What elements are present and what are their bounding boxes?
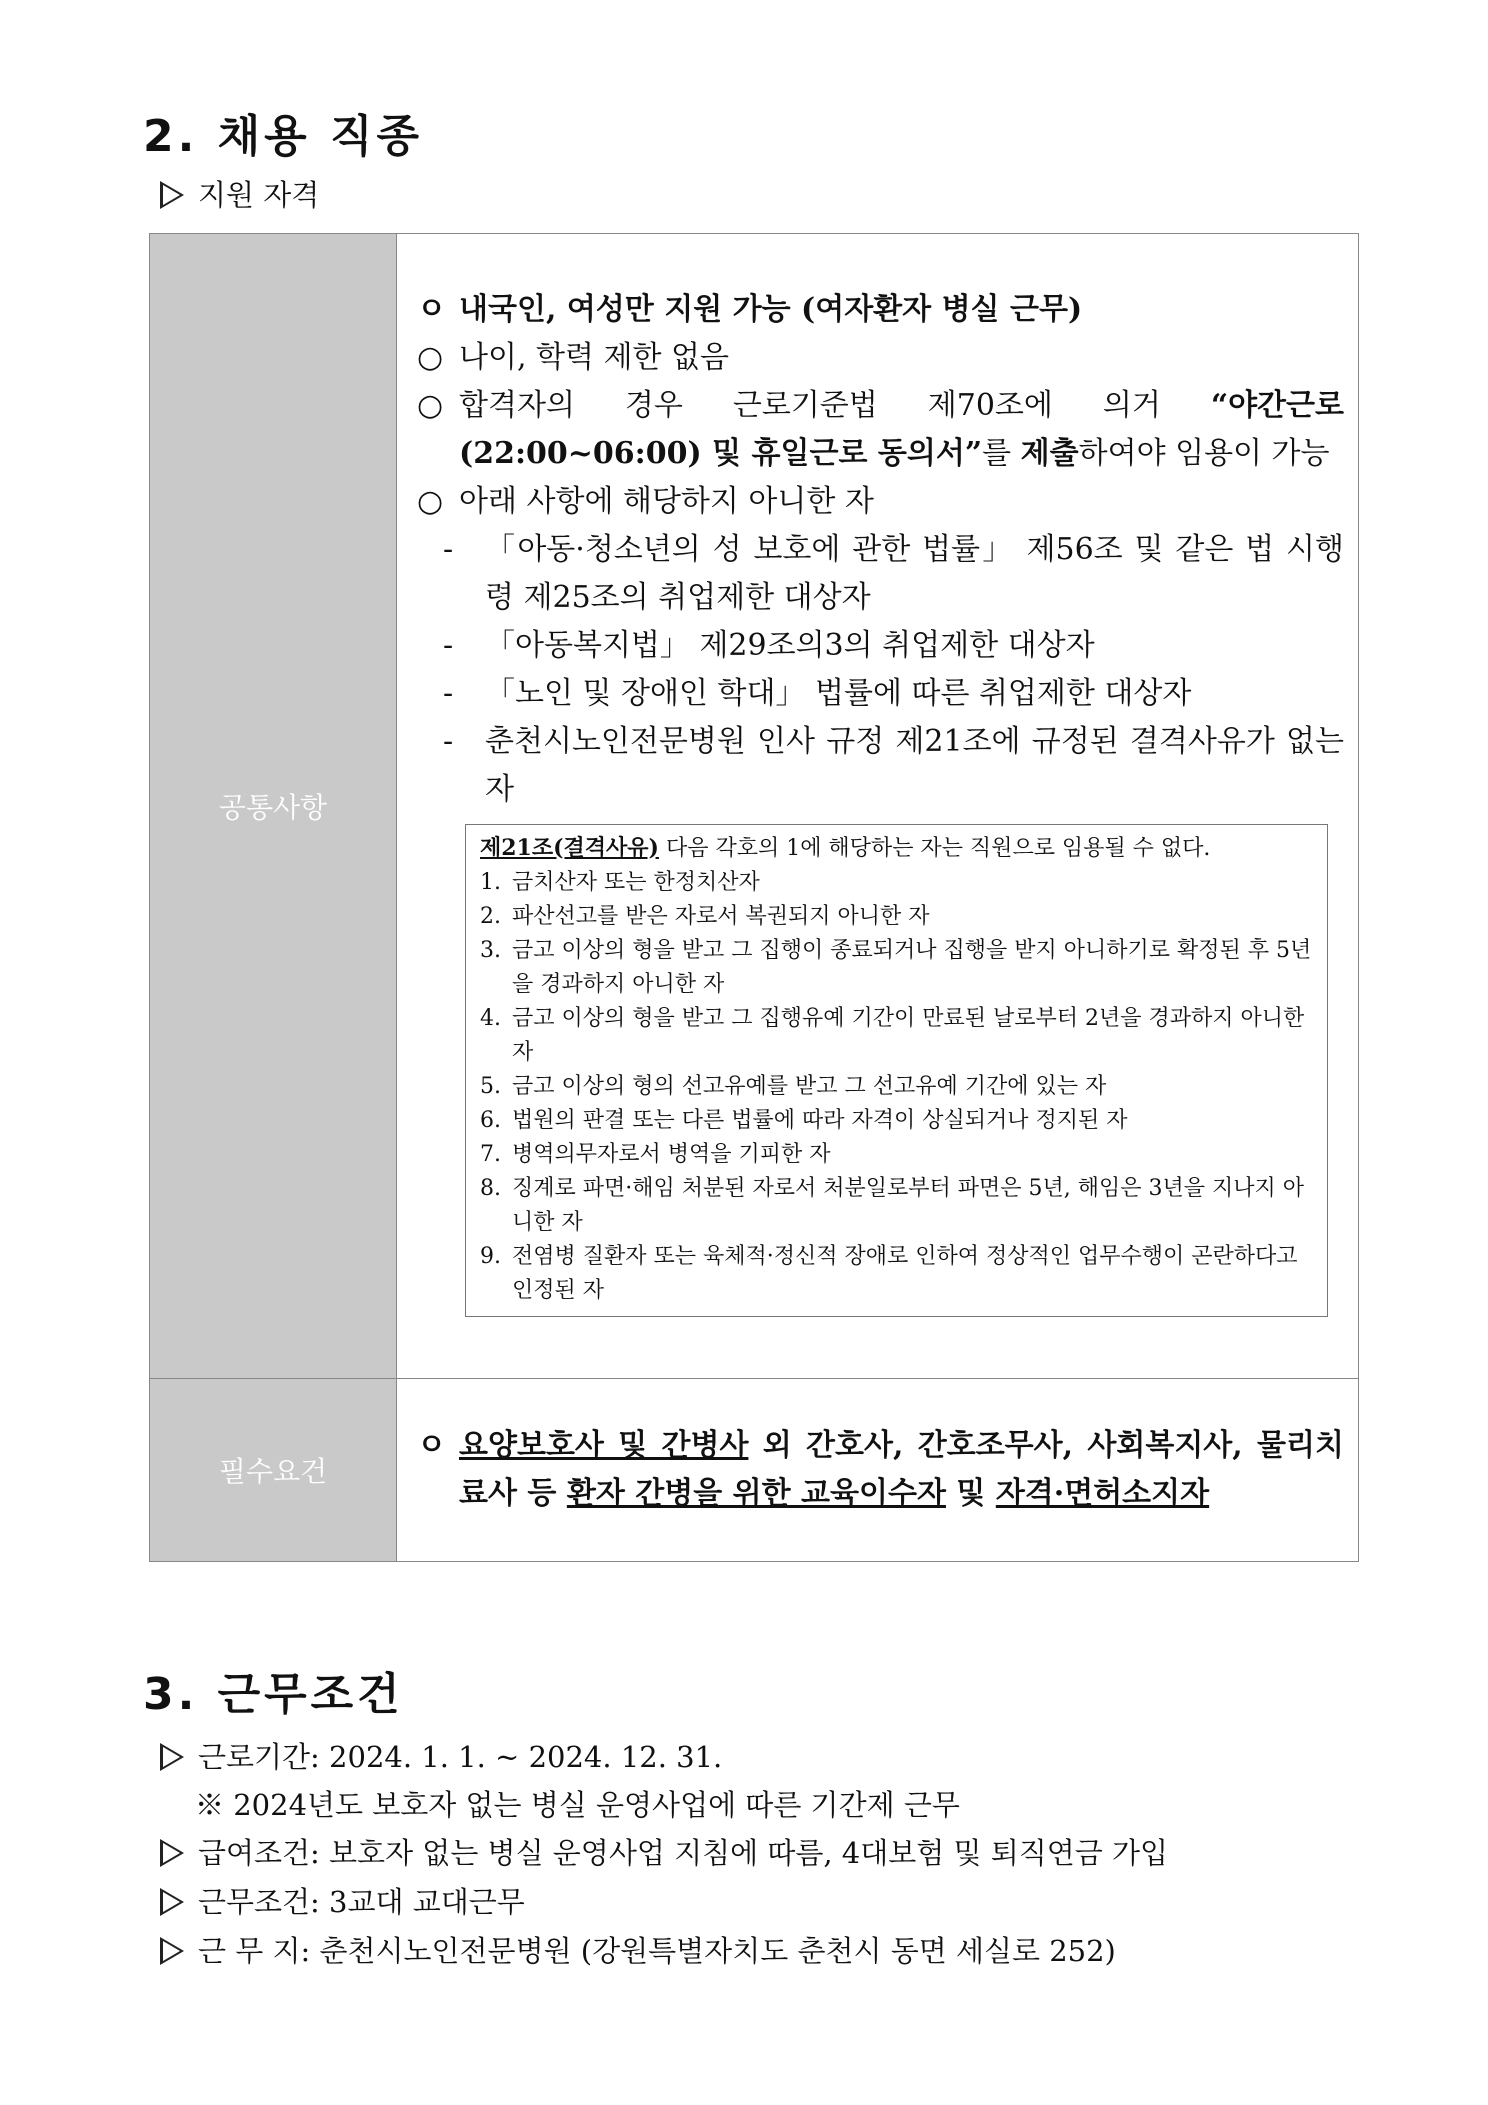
shift-conditions: 근무조건: 3교대 교대근무 [160, 1880, 525, 1921]
qualification-table [149, 233, 1359, 1562]
section-3-title: 3. 근무조건 [143, 1669, 404, 1720]
qualification-heading: 지원 자격 [160, 173, 319, 214]
article-item: 6. 법원의 판결 또는 다른 법률에 따라 자격이 상실되거나 정지된 자 [480, 1107, 1128, 1133]
dash-item-1: - 「아동·청소년의 성 보호에 관한 법률」 제56조 및 같은 법 시행령 제25조의 취업제한 대상자 [443, 531, 1344, 615]
required-label: 필수요건 [150, 1379, 397, 1562]
common-item-4: ○ 아래 사항에 해당하지 아니한 자 [417, 483, 874, 519]
work-period: 근로기간: 2024. 1. 1. ~ 2024. 12. 31. [160, 1735, 722, 1776]
article-heading: 제21조(결격사유) 다음 각호의 1에 해당하는 자는 직원으로 임용될 수 없다. [480, 834, 1211, 861]
common-item-1: ㅇ 내국인, 여성만 지원 가능 (여자환자 병실 근무) [417, 291, 1083, 327]
work-period-note: ※ 2024년도 보호자 없는 병실 운영사업에 따른 기간제 근무 [195, 1788, 960, 1822]
common-label: 공통사항 [150, 234, 397, 1379]
article-item: 8. 징계로 파면·해임 처분된 자로서 처분일로부터 파면은 5년, 해임은 3년을 지나지 아니한 자 [480, 1175, 1304, 1235]
triangle-bullet-icon [160, 1743, 184, 1771]
article-item: 5. 금고 이상의 형의 선고유예를 받고 그 선고유예 기간에 있는 자 [480, 1073, 1107, 1099]
dash-item-3: - 「노인 및 장애인 학대」 법률에 따른 취업제한 대상자 [443, 675, 1192, 711]
article-item: 4. 금고 이상의 형을 받고 그 집행유예 기간이 만료된 날로부터 2년을 경과하지 아니한 자 [480, 1005, 1305, 1065]
common-content [397, 234, 1359, 1379]
article-item: 9. 전염병 질환자 또는 육체적·정신적 장애로 인하여 정상적인 업무수행이 곤란하다고 인정된 자 [480, 1243, 1298, 1303]
salary-conditions: 급여조건: 보호자 없는 병실 운영사업 지침에 따름, 4대보험 및 퇴직연금 가입 [160, 1831, 1168, 1872]
common-item-2: ○ 나이, 학력 제한 없음 [417, 339, 729, 375]
common-row [150, 234, 1359, 1379]
dash-item-4: - 춘천시노인전문병원 인사 규정 제21조에 규정된 결격사유가 없는 자 [443, 723, 1344, 807]
required-content [397, 1379, 1359, 1562]
article-item: 3. 금고 이상의 형을 받고 그 집행이 종료되거나 집행을 받지 아니하기로 확정된 후 5년을 경과하지 아니한 자 [480, 937, 1312, 997]
article-item: 2. 파산선고를 받은 자로서 복권되지 아니한 자 [480, 903, 930, 929]
triangle-bullet-icon [160, 1839, 184, 1867]
work-location: 근 무 지: 춘천시노인전문병원 (강원특별자치도 춘천시 동면 세실로 252) [160, 1929, 1116, 1970]
section-2-title: 2. 채용 직종 [143, 111, 423, 162]
triangle-bullet-icon [160, 1937, 184, 1965]
article-item: 1. 금치산자 또는 한정치산자 [480, 869, 760, 895]
article-item: 7. 병역의무자로서 병역을 기피한 자 [480, 1141, 831, 1167]
required-row [150, 1379, 1359, 1562]
required-item: ㅇ 요양보호사 및 간병사 외 간호사, 간호조무사, 사회복지사, 물리치료사 등 환자 간병을 위한 교육이수자 및 자격·면허소지자 [417, 1428, 1344, 1511]
triangle-bullet-icon [160, 1888, 184, 1916]
dash-item-2: - 「아동복지법」 제29조의3의 취업제한 대상자 [443, 627, 1095, 663]
triangle-bullet-icon [160, 181, 184, 209]
article-21-box [465, 824, 1328, 1317]
common-item-3: ○ 합격자의 경우 근로기준법 제70조에 의거 “야간근로 (22:00~06:00) 및 휴일근로 동의서”를 제출하여야 임용이 가능 [417, 387, 1344, 471]
